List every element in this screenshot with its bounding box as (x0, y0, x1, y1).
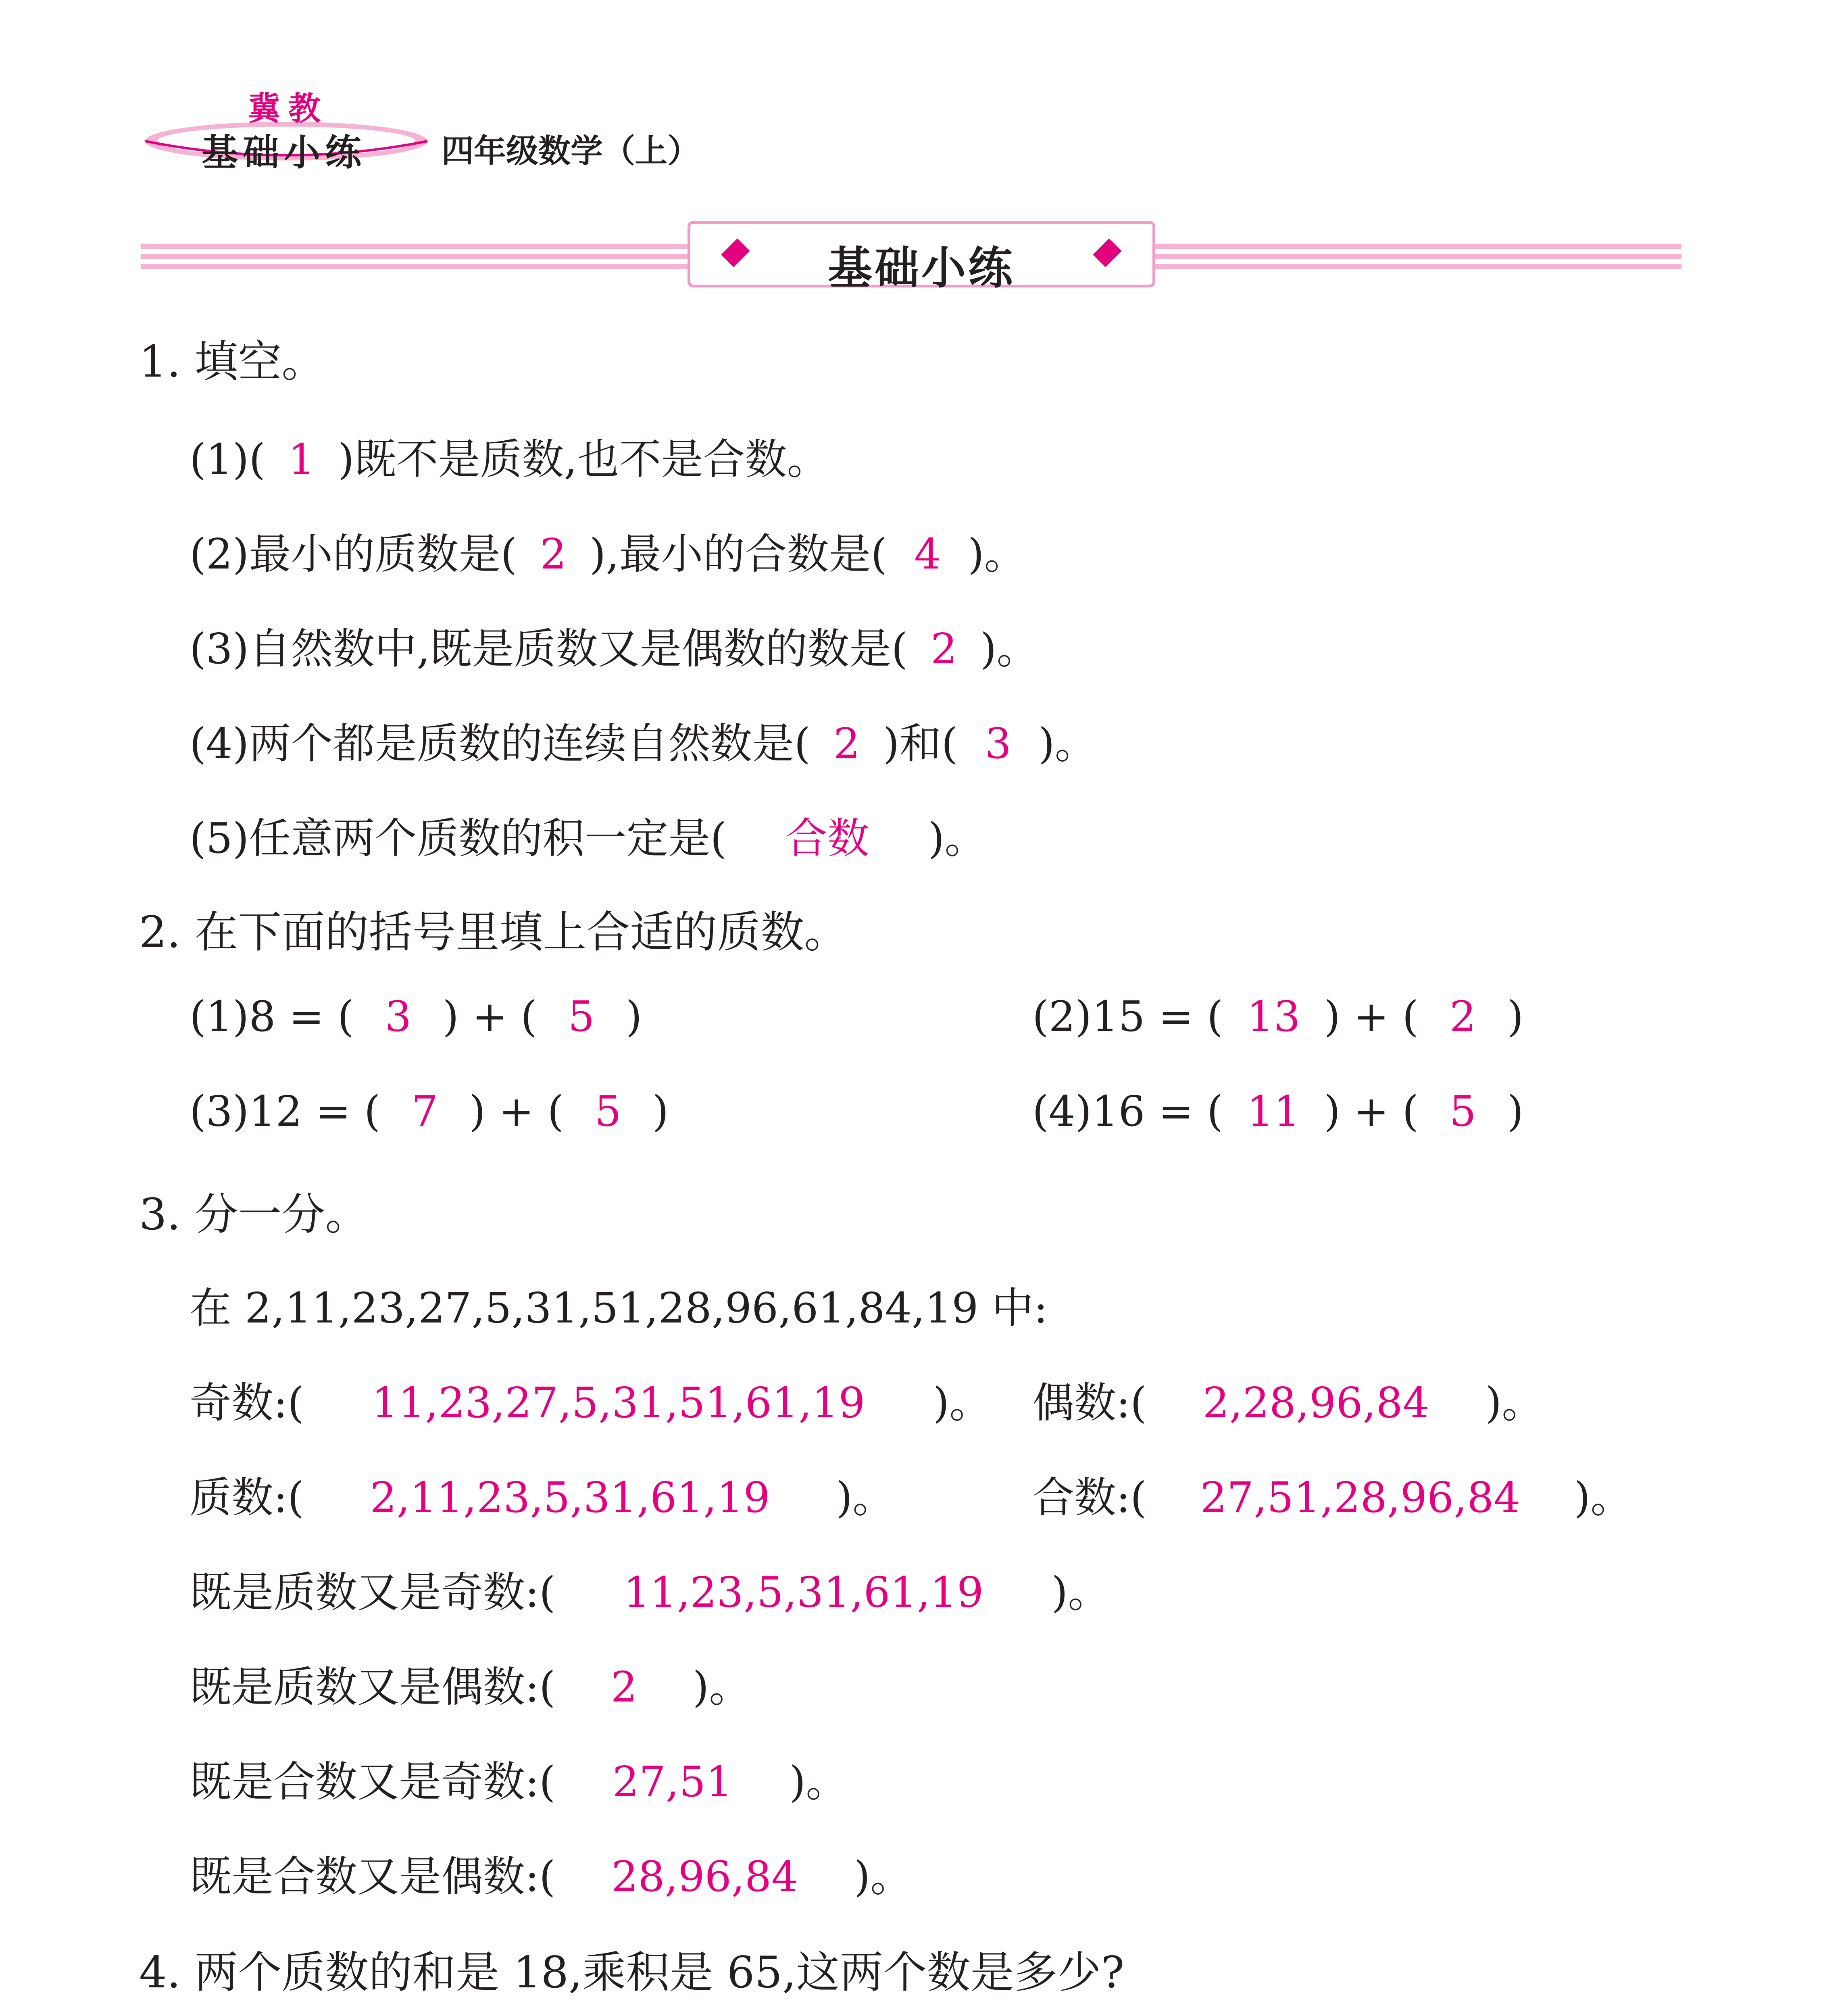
q1-item-5-answer[interactable]: 合数 (785, 814, 869, 863)
q1-item-1-text: (1)( (190, 435, 265, 484)
q2-item-3-text: (3)12 = ( (190, 1087, 381, 1136)
q2-item-1-text-end: ) (625, 992, 642, 1041)
q1-item-2 (190, 520, 1026, 581)
title-stripe-right (1153, 244, 1681, 249)
q1-item-4-answer-2[interactable]: 3 (984, 719, 1012, 768)
q3-prime-label: 质数:( (190, 1473, 304, 1522)
q2-item-1-text-mid: ) + ( (442, 992, 537, 1041)
q3-prime-even-row (190, 1653, 751, 1714)
q3-prime-even-label: 既是质数又是偶数:( (190, 1662, 556, 1712)
question-1-label: 1. 填空。 (139, 337, 325, 387)
q3-comp-even-label: 既是合数又是偶数:( (190, 1852, 556, 1901)
q2-item-4-text-end: ) (1507, 1087, 1524, 1136)
q3-even-row (1032, 1369, 1544, 1429)
q1-item-4-text-mid: )和( (883, 719, 958, 768)
q3-prime-answer[interactable]: 2,11,23,5,31,61,19 (370, 1473, 770, 1522)
q1-item-3-text-end: )。 (980, 624, 1039, 673)
series-title: 基础小练 (202, 131, 366, 174)
q2-item-4-answer-b[interactable]: 5 (1449, 1087, 1476, 1136)
q2-item-3 (190, 1087, 669, 1136)
q1-item-3 (190, 615, 1039, 675)
title-stripe-left (141, 244, 690, 249)
q2-item-4 (1032, 1087, 1523, 1136)
q3-prime-odd-answer[interactable]: 11,23,5,31,61,19 (623, 1568, 984, 1617)
q1-item-1 (190, 425, 829, 486)
q3-odd-answer[interactable]: 11,23,27,5,31,51,61,19 (371, 1378, 865, 1427)
q2-item-3-text-mid: ) + ( (469, 1087, 564, 1136)
question-3-label: 3. 分一分。 (139, 1189, 369, 1240)
q3-comp-even-answer[interactable]: 28,96,84 (611, 1852, 798, 1901)
q2-item-2-text-end: ) (1507, 992, 1524, 1041)
q1-item-4-text-end: )。 (1038, 719, 1097, 768)
q3-prime-end: )。 (836, 1473, 895, 1522)
q1-item-3-text: (3)自然数中,既是质数又是偶数的数是( (190, 624, 908, 673)
q2-item-3-answer-b[interactable]: 5 (594, 1087, 621, 1136)
q3-even-end: )。 (1485, 1378, 1544, 1427)
q2-item-1 (190, 992, 642, 1041)
q2-item-2-answer-a[interactable]: 13 (1247, 992, 1300, 1041)
q3-odd-row (190, 1369, 991, 1429)
q1-item-2-answer[interactable]: 2 (540, 529, 567, 579)
title-stripe-right (1153, 254, 1681, 259)
book-subject: 四年级数学（上） (442, 132, 700, 170)
q2-item-3-text-end: ) (652, 1087, 669, 1136)
q3-prime-odd-end: )。 (1051, 1568, 1110, 1617)
q1-item-4-text: (4)两个都是质数的连续自然数是( (190, 719, 810, 768)
q3-comp-odd-label: 既是合数又是奇数:( (190, 1757, 556, 1806)
q3-even-answer[interactable]: 2,28,96,84 (1202, 1378, 1429, 1427)
q3-numbers-line: 在 2,11,23,27,5,31,51,28,96,61,84,19 中: (190, 1283, 1048, 1333)
q1-item-2-text-mid: ),最小的合数是( (589, 529, 888, 579)
q2-item-3-answer-a[interactable]: 7 (411, 1087, 438, 1136)
q2-item-2-text: (2)15 = ( (1032, 992, 1223, 1041)
q3-odd-label: 奇数:( (190, 1378, 304, 1427)
q3-prime-even-end: )。 (692, 1662, 751, 1712)
q2-item-4-text-mid: ) + ( (1324, 1087, 1419, 1136)
q3-prime-even-answer[interactable]: 2 (610, 1662, 638, 1712)
q3-comp-odd-end: )。 (789, 1757, 848, 1806)
question-4-label: 4. 两个质数的和是 18,乘积是 65,这两个数是多少? (139, 1947, 1125, 1998)
q1-item-1-text-end: )既不是质数,也不是合数。 (338, 435, 829, 484)
q3-comp-even-end: )。 (854, 1852, 913, 1901)
publisher-label: 冀教 (248, 90, 329, 127)
q2-item-1-answer-b[interactable]: 5 (568, 992, 595, 1041)
q3-prime-odd-label: 既是质数又是奇数:( (190, 1568, 556, 1617)
q1-item-4 (190, 710, 1097, 770)
q2-item-2-text-mid: ) + ( (1324, 992, 1419, 1041)
q1-item-2-answer-2[interactable]: 4 (914, 529, 941, 579)
q2-item-1-text: (1)8 = ( (190, 992, 354, 1041)
q3-composite-label: 合数:( (1032, 1473, 1147, 1522)
q1-item-4-answer[interactable]: 2 (833, 719, 860, 768)
q1-item-5-text: (5)任意两个质数的积一定是( (190, 814, 727, 863)
q2-item-2 (1032, 992, 1523, 1041)
q3-comp-odd-row (190, 1748, 848, 1808)
q3-prime-row (190, 1464, 894, 1524)
section-title: 基础小练 (828, 242, 1015, 294)
q2-item-4-text: (4)16 = ( (1032, 1087, 1223, 1136)
q3-odd-end: )。 (933, 1378, 992, 1427)
q1-item-1-answer[interactable]: 1 (288, 435, 315, 484)
title-stripe-right (1153, 264, 1681, 269)
q1-item-3-answer[interactable]: 2 (930, 624, 958, 673)
q3-even-label: 偶数:( (1032, 1378, 1147, 1427)
title-stripe-left (141, 264, 690, 269)
question-2-label: 2. 在下面的括号里填上合适的质数。 (139, 907, 848, 958)
q1-item-5-text-end: )。 (928, 814, 987, 863)
title-stripe-left (141, 254, 690, 259)
q1-item-2-text: (2)最小的质数是( (190, 529, 517, 579)
q2-item-1-answer-a[interactable]: 3 (385, 992, 412, 1041)
q3-prime-odd-row (190, 1558, 1110, 1619)
q3-composite-row (1032, 1464, 1632, 1524)
q2-item-2-answer-b[interactable]: 2 (1449, 992, 1476, 1041)
q3-comp-odd-answer[interactable]: 27,51 (612, 1757, 733, 1806)
q2-item-4-answer-a[interactable]: 11 (1247, 1087, 1300, 1136)
q3-comp-even-row (190, 1843, 912, 1903)
section-title-box (688, 221, 1155, 294)
q3-composite-answer[interactable]: 27,51,28,96,84 (1200, 1473, 1521, 1522)
q3-composite-end: )。 (1574, 1473, 1633, 1522)
q1-item-2-text-end: )。 (968, 529, 1026, 579)
q1-item-5 (190, 804, 986, 865)
